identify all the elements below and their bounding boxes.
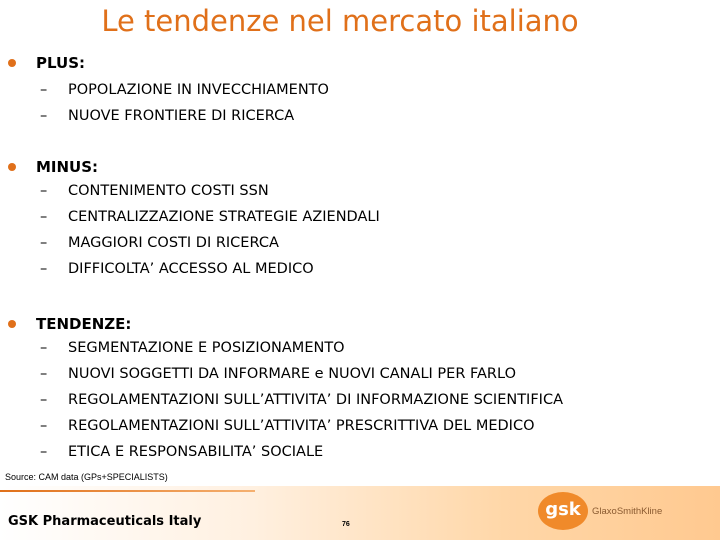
list-item: – CENTRALIZZAZIONE STRATEGIE AZIENDALI	[40, 209, 380, 225]
bullet-icon	[8, 163, 16, 171]
list-item: – MAGGIORI COSTI DI RICERCA	[40, 235, 279, 251]
slide-title: Le tendenze nel mercato italiano	[101, 4, 579, 38]
company-name: GSK Pharmaceuticals Italy	[8, 514, 202, 529]
section-heading-minus: MINUS:	[36, 158, 99, 176]
logo-wordmark: GlaxoSmithKline	[592, 506, 663, 517]
list-item: – ETICA E RESPONSABILITA’ SOCIALE	[40, 444, 324, 460]
list-item: – NUOVI SOGGETTI DA INFORMARE e NUOVI CANALI PER FARLO	[40, 366, 516, 382]
bullet-icon	[8, 59, 16, 67]
list-item: – CONTENIMENTO COSTI SSN	[40, 183, 269, 199]
list-item: – SEGMENTAZIONE E POSIZIONAMENTO	[40, 340, 345, 356]
gsk-logo-icon: gsk	[538, 492, 588, 530]
bullet-icon	[8, 320, 16, 328]
list-item: – DIFFICOLTA’ ACCESSO AL MEDICO	[40, 261, 314, 277]
list-item: – POPOLAZIONE IN INVECCHIAMENTO	[40, 82, 329, 98]
list-item: – REGOLAMENTAZIONI SULL’ATTIVITA’ DI INFORMAZIONE SCIENTIFICA	[40, 392, 563, 408]
gsk-logo	[538, 492, 678, 532]
page-number: 76	[342, 521, 350, 528]
list-item: – REGOLAMENTAZIONI SULL’ATTIVITA’ PRESCRITTIVA DEL MEDICO	[40, 418, 535, 434]
section-heading-tendenze: TENDENZE:	[36, 315, 132, 333]
list-item: – NUOVE FRONTIERE DI RICERCA	[40, 108, 295, 124]
section-heading-plus: PLUS:	[36, 54, 85, 72]
footer-divider	[0, 490, 255, 492]
source-note: Source: CAM data (GPs+SPECIALISTS)	[5, 472, 168, 482]
